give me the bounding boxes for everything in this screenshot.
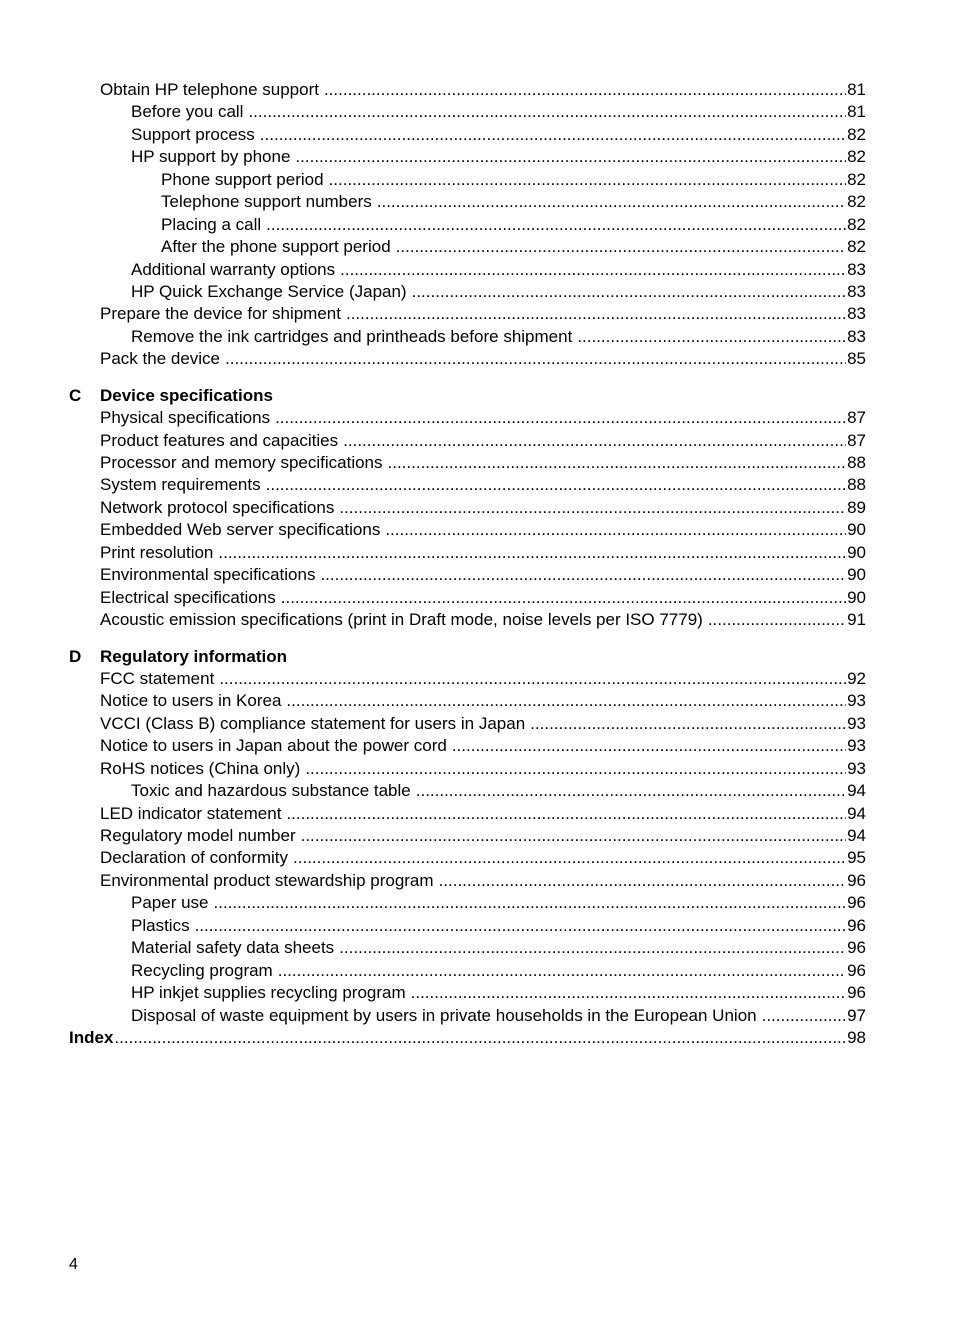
dot-leader xyxy=(225,348,846,370)
dot-leader xyxy=(324,79,846,101)
dot-leader xyxy=(214,892,847,914)
dot-leader xyxy=(530,713,846,735)
toc-entry[interactable] xyxy=(0,452,954,474)
toc-entry-line[interactable] xyxy=(100,668,866,690)
toc-entry-page: 93 xyxy=(847,736,866,756)
page-number: 4 xyxy=(69,1256,78,1273)
toc-entry-title: VCCI (Class B) compliance statement for users in Japan xyxy=(100,713,526,733)
dot-leader xyxy=(248,101,846,123)
toc-entry-line[interactable] xyxy=(100,542,866,564)
toc-entry[interactable] xyxy=(0,326,954,348)
toc-entry-page: 82 xyxy=(847,192,866,212)
toc-entry-page: 85 xyxy=(847,349,866,369)
toc-entry-page: 82 xyxy=(847,147,866,167)
toc-entry-title: Processor and memory specifications xyxy=(100,453,383,472)
toc-entry-title: Placing a call xyxy=(161,214,262,234)
dot-leader xyxy=(218,542,846,564)
toc-entry-page: 92 xyxy=(847,668,866,688)
toc-entry-line[interactable] xyxy=(100,430,866,452)
toc-entry-title: Additional warranty options xyxy=(131,259,336,279)
dot-leader xyxy=(346,303,846,325)
section-heading xyxy=(0,385,954,407)
dot-leader xyxy=(329,169,847,191)
toc-entry-title: Embedded Web server specifications xyxy=(100,520,381,540)
section-letter: C xyxy=(69,385,82,405)
toc-entry-title: Paper use xyxy=(131,893,209,913)
toc-entry-line[interactable] xyxy=(131,1005,866,1027)
toc-entry-line[interactable] xyxy=(100,452,866,474)
toc-entry-page: 88 xyxy=(847,453,866,472)
toc-entry-line[interactable] xyxy=(131,281,866,303)
toc-entry-line[interactable] xyxy=(100,407,866,429)
toc-entry-title: Support process xyxy=(131,124,255,144)
toc-entry-line[interactable] xyxy=(131,326,866,348)
toc-entry[interactable] xyxy=(0,892,954,914)
section-title: Regulatory information xyxy=(100,646,288,666)
toc-entry-line[interactable] xyxy=(100,758,866,780)
toc-entry-line[interactable] xyxy=(161,191,866,213)
dot-leader xyxy=(577,326,846,348)
section-title: Device specifications xyxy=(100,385,273,405)
toc-entry-line[interactable] xyxy=(100,735,866,757)
toc-entry-page: 96 xyxy=(847,960,866,980)
toc-entry-line[interactable] xyxy=(100,587,866,609)
dot-leader xyxy=(339,497,846,519)
toc-entry-page: 93 xyxy=(847,691,866,711)
toc-entry[interactable] xyxy=(0,124,954,146)
toc-entry-title: Disposal of waste equipment by users in private households in the European Union xyxy=(131,1005,757,1025)
toc-entry[interactable] xyxy=(0,214,954,236)
toc-entry-title: Notice to users in Japan about the power cord xyxy=(100,736,447,756)
toc-entry[interactable] xyxy=(0,982,954,1004)
toc-entry-page: 98 xyxy=(847,1027,866,1047)
dot-leader xyxy=(320,564,846,586)
dot-leader xyxy=(281,587,846,609)
toc-entry-line[interactable] xyxy=(100,713,866,735)
toc-entry-page: 90 xyxy=(847,542,866,562)
toc-entry[interactable] xyxy=(0,1027,954,1049)
toc-entry-line[interactable] xyxy=(100,519,866,541)
toc-entry-title: HP Quick Exchange Service (Japan) xyxy=(131,281,407,301)
toc-entry-line[interactable] xyxy=(131,892,866,914)
toc-entry-line[interactable] xyxy=(100,474,866,496)
toc-entry[interactable] xyxy=(0,348,954,370)
toc-entry-line[interactable] xyxy=(161,214,866,236)
toc-entry-title: Regulatory model number xyxy=(100,826,296,845)
toc-entry-page: 96 xyxy=(847,870,866,890)
toc-entry[interactable] xyxy=(0,803,954,825)
toc-entry-title: Material safety data sheets xyxy=(131,938,335,958)
toc-entry-line[interactable] xyxy=(100,348,866,370)
toc-entry-title: Print resolution xyxy=(100,542,214,562)
table-of-contents xyxy=(0,79,954,1049)
toc-entry[interactable] xyxy=(0,937,954,959)
toc-entry-page: 87 xyxy=(847,408,866,428)
toc-entry[interactable] xyxy=(0,236,954,258)
toc-entry[interactable] xyxy=(0,780,954,802)
toc-entry-line[interactable] xyxy=(69,1027,866,1049)
toc-entry-title: Prepare the device for shipment xyxy=(100,304,341,324)
dot-leader xyxy=(114,1027,846,1049)
toc-entry[interactable] xyxy=(0,915,954,937)
toc-entry-title: Pack the device xyxy=(100,349,221,369)
toc-entry-page: 93 xyxy=(847,758,866,778)
dot-leader xyxy=(278,960,846,982)
toc-entry-line[interactable] xyxy=(131,915,866,937)
toc-entry-line[interactable] xyxy=(131,124,866,146)
toc-entry-line[interactable] xyxy=(100,803,866,825)
toc-entry-line[interactable] xyxy=(161,236,866,258)
dot-leader xyxy=(452,735,846,757)
toc-entry-page: 96 xyxy=(847,983,866,1003)
toc-entry-page: 90 xyxy=(847,587,866,607)
toc-entry[interactable] xyxy=(0,713,954,735)
dot-leader xyxy=(266,474,846,496)
toc-entry-page: 94 xyxy=(847,803,866,823)
dot-leader xyxy=(293,847,846,869)
toc-entry-page: 87 xyxy=(847,430,866,450)
dot-leader xyxy=(416,780,846,802)
dot-leader xyxy=(219,668,846,690)
dot-leader xyxy=(260,124,846,146)
toc-entry-page: 96 xyxy=(847,893,866,913)
toc-entry[interactable] xyxy=(0,281,954,303)
toc-entry-line[interactable] xyxy=(131,780,866,802)
toc-entry-title: Before you call xyxy=(131,102,244,122)
dot-leader xyxy=(377,191,846,213)
toc-entry-page: 81 xyxy=(847,80,866,99)
section-heading xyxy=(0,646,954,668)
toc-entry-title: HP inkjet supplies recycling program xyxy=(131,983,406,1003)
toc-entry-page: 82 xyxy=(847,169,866,189)
dot-leader xyxy=(762,1005,846,1027)
dot-leader xyxy=(708,609,846,631)
toc-entry-page: 97 xyxy=(847,1005,866,1025)
toc-entry-title: Remove the ink cartridges and printheads before shipment xyxy=(131,326,573,346)
toc-entry-title: Product features and capacities xyxy=(100,430,339,450)
toc-entry[interactable] xyxy=(0,870,954,892)
toc-entry[interactable] xyxy=(0,758,954,780)
toc-entry-title: Environmental product stewardship program xyxy=(100,870,434,890)
toc-entry-title: After the phone support period xyxy=(161,237,391,257)
dot-leader xyxy=(388,452,847,474)
toc-entry[interactable] xyxy=(0,497,954,519)
dot-leader xyxy=(439,870,847,892)
toc-entry[interactable] xyxy=(0,191,954,213)
toc-entry[interactable] xyxy=(0,1005,954,1027)
dot-leader xyxy=(411,982,846,1004)
toc-entry-line[interactable] xyxy=(100,690,866,712)
toc-entry-title: Plastics xyxy=(131,915,190,935)
toc-entry[interactable] xyxy=(0,146,954,168)
toc-entry-title: Acoustic emission specifications (print in Draft mode, noise levels per ISO 7779) xyxy=(100,610,703,630)
toc-entry-page: 83 xyxy=(847,281,866,301)
dot-leader xyxy=(286,690,846,712)
toc-entry-page: 89 xyxy=(847,497,866,517)
toc-entry-line[interactable] xyxy=(100,870,866,892)
toc-entry-page: 90 xyxy=(847,565,866,585)
dot-leader xyxy=(339,937,846,959)
dot-leader xyxy=(286,803,846,825)
dot-leader xyxy=(340,259,846,281)
toc-entry-title: Physical specifications xyxy=(100,408,271,428)
toc-entry-line[interactable] xyxy=(100,79,866,101)
toc-entry-page: 83 xyxy=(847,326,866,346)
dot-leader xyxy=(295,146,846,168)
toc-entry-title: Environmental specifications xyxy=(100,565,316,585)
toc-entry-title: RoHS notices (China only) xyxy=(100,758,301,778)
dot-leader xyxy=(385,519,846,541)
toc-entry[interactable] xyxy=(0,564,954,586)
toc-entry-title: Obtain HP telephone support xyxy=(100,80,319,99)
toc-entry-page: 91 xyxy=(847,610,866,630)
toc-entry[interactable] xyxy=(0,474,954,496)
toc-entry-title: Declaration of conformity xyxy=(100,848,289,868)
toc-entry-title: Phone support period xyxy=(161,169,324,189)
toc-entry-title: Network protocol specifications xyxy=(100,497,335,517)
toc-entry-page: 96 xyxy=(847,915,866,935)
toc-entry[interactable] xyxy=(0,609,954,631)
toc-entry-page: 81 xyxy=(847,102,866,122)
toc-entry-page: 88 xyxy=(847,475,866,495)
toc-entry-title: Toxic and hazardous substance table xyxy=(131,781,411,801)
toc-entry-line[interactable] xyxy=(131,101,866,123)
toc-entry-title: Recycling program xyxy=(131,960,273,980)
toc-entry[interactable] xyxy=(0,847,954,869)
toc-entry[interactable] xyxy=(0,960,954,982)
toc-entry-line[interactable] xyxy=(100,609,866,631)
toc-entry[interactable] xyxy=(0,259,954,281)
toc-entry-line[interactable] xyxy=(100,847,866,869)
toc-entry-title: Electrical specifications xyxy=(100,587,276,607)
toc-entry-line[interactable] xyxy=(131,259,866,281)
dot-leader xyxy=(343,430,846,452)
toc-entry[interactable] xyxy=(0,519,954,541)
toc-entry-page: 83 xyxy=(847,259,866,279)
toc-entry-page: 94 xyxy=(847,781,866,801)
dot-leader xyxy=(396,236,846,258)
toc-entry-page: 82 xyxy=(847,237,866,257)
toc-entry-page: 83 xyxy=(847,304,866,324)
toc-entry-line[interactable] xyxy=(131,937,866,959)
toc-entry[interactable] xyxy=(0,430,954,452)
dot-leader xyxy=(412,281,846,303)
toc-entry[interactable] xyxy=(0,101,954,123)
toc-entry-page: 95 xyxy=(847,848,866,868)
toc-entry-line[interactable] xyxy=(100,497,866,519)
toc-entry[interactable] xyxy=(0,587,954,609)
toc-entry-page: 93 xyxy=(847,713,866,733)
toc-entry-title: HP support by phone xyxy=(131,147,291,167)
toc-entry[interactable] xyxy=(0,542,954,564)
toc-entry-line[interactable] xyxy=(100,303,866,325)
toc-entry-line[interactable] xyxy=(100,564,866,586)
toc-entry-title: Index xyxy=(69,1027,114,1047)
toc-entry-page: 94 xyxy=(847,826,866,845)
toc-entry[interactable] xyxy=(0,79,954,101)
toc-entry-line[interactable] xyxy=(131,982,866,1004)
dot-leader xyxy=(195,915,847,937)
dot-leader xyxy=(275,407,846,429)
dot-leader xyxy=(301,825,846,847)
toc-entry[interactable] xyxy=(0,735,954,757)
dot-leader xyxy=(305,758,846,780)
toc-entry[interactable] xyxy=(0,825,954,847)
toc-entry[interactable] xyxy=(0,303,954,325)
dot-leader xyxy=(266,214,846,236)
toc-entry-page: 82 xyxy=(847,124,866,144)
toc-entry-title: Notice to users in Korea xyxy=(100,691,282,711)
toc-entry[interactable] xyxy=(0,668,954,690)
toc-entry-page: 82 xyxy=(847,214,866,234)
toc-entry-line[interactable] xyxy=(131,960,866,982)
toc-entry-title: LED indicator statement xyxy=(100,803,282,823)
toc-entry-page: 96 xyxy=(847,938,866,958)
toc-entry-line[interactable] xyxy=(100,825,866,847)
toc-entry-title: Telephone support numbers xyxy=(161,192,372,212)
toc-entry-title: FCC statement xyxy=(100,668,215,688)
toc-entry[interactable] xyxy=(0,407,954,429)
toc-entry-line[interactable] xyxy=(161,169,866,191)
section-letter: D xyxy=(69,646,82,666)
toc-entry[interactable] xyxy=(0,169,954,191)
toc-entry-page: 90 xyxy=(847,520,866,540)
toc-entry-line[interactable] xyxy=(131,146,866,168)
toc-entry[interactable] xyxy=(0,690,954,712)
toc-entry-title: System requirements xyxy=(100,475,261,495)
